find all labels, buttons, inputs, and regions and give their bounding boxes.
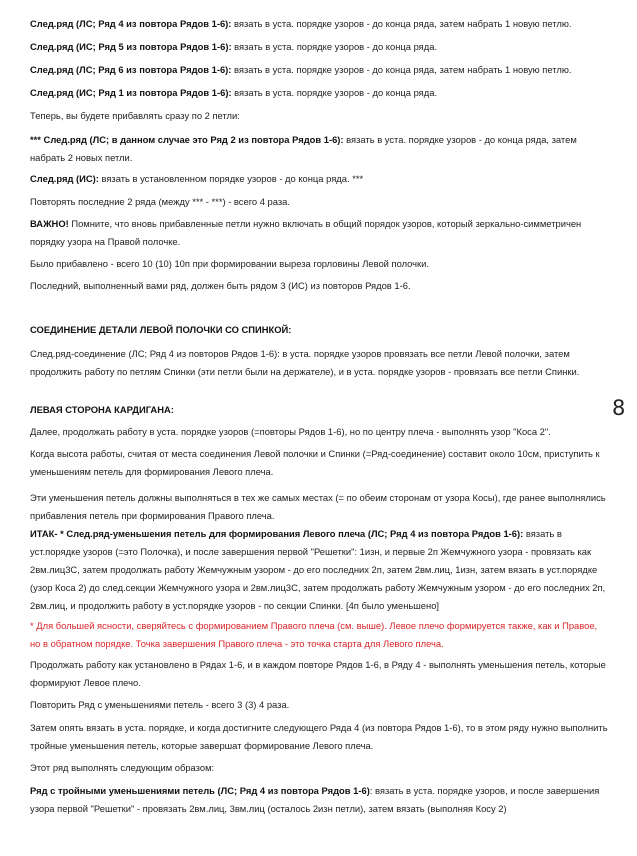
paragraph	[30, 38, 610, 56]
paragraph	[30, 445, 610, 481]
paragraph-text: Повторять последние 2 ряда (между *** - ***) - всего 4 раза.	[30, 196, 290, 207]
paragraph-text: вязать в уста. порядке узоров - до конца ряда, затем набрать 2 новых петли.	[30, 134, 577, 163]
paragraph	[30, 107, 610, 125]
paragraph	[30, 255, 610, 273]
paragraph	[30, 277, 610, 295]
page-number: 8	[612, 396, 626, 420]
paragraph-text: : вязать в уста. порядке узоров, и после завершения узора первой "Решетки" - провязать 2вм.лиц, 3вм.лиц (осталось 2изн петли), затем вязать (выполняя Косу 2)	[30, 785, 600, 814]
paragraph	[30, 423, 610, 441]
paragraph-text: Эти уменьшения петель должны выполняться в тех же самых местах (= по обеим сторонам от узора Косы), где ранее выполнялись прибавления петель при формирования Правого плеча.	[30, 492, 606, 521]
paragraph-bold-lead: ЛЕВАЯ СТОРОНА КАРДИГАНА:	[30, 404, 174, 415]
paragraph-text: Когда высота работы, считая от места соединения Левой полочки и Спинки (=Ряд-соединение) составит около 10см, приступить к уменьшениям петель для формирования Левого плеча.	[30, 448, 600, 477]
paragraph-text: Затем опять вязать в уста. порядке, и когда достигните следующего Ряда 4 (из повтора Рядов 1-6), то в этом ряду нужно выполнить тройные уменьшения петель, которые завершат формирование Левого плеча.	[30, 722, 608, 751]
paragraph	[30, 170, 610, 188]
paragraph-text: След.ряд-соединение (ЛС; Ряд 4 из повторов Рядов 1-6): в уста. порядке узоров провязать все петли Левой полочки, затем продолжить работу по петлям Спинки (эти петли были на держателе), и в уста. порядке узоров - провязать все петли Спинки.	[30, 348, 580, 377]
paragraph-bold-lead: Ряд с тройными уменьшениями петель (ЛС; Ряд 4 из повтора Рядов 1-6)	[30, 785, 370, 796]
paragraph-text: Теперь, вы будете прибавлять сразу по 2 петли:	[30, 110, 240, 121]
paragraph	[30, 345, 610, 381]
paragraph	[30, 696, 610, 714]
paragraph-bold-lead: СОЕДИНЕНИЕ ДЕТАЛИ ЛЕВОЙ ПОЛОЧКИ СО СПИНКОЙ:	[30, 324, 292, 335]
paragraph-text: вязать в установленном порядке узоров - до конца ряда. ***	[98, 173, 364, 184]
paragraph-text: вязать в уста. порядке узоров - до конца ряда, затем набрать 1 новую петлю.	[231, 18, 572, 29]
paragraph-text: вязать в уста. порядке узоров - до конца ряда, затем набрать 1 новую петлю.	[231, 64, 572, 75]
paragraph	[30, 321, 610, 339]
paragraph-bold-lead: След.ряд (ЛС; Ряд 6 из повтора Рядов 1-6):	[30, 64, 232, 75]
paragraph	[30, 489, 610, 525]
paragraph	[30, 656, 610, 692]
paragraph-text: Повторить Ряд с уменьшениями петель - всего 3 (3) 4 раза.	[30, 699, 290, 710]
paragraph	[30, 759, 610, 777]
paragraph-bold-lead: След.ряд (ИС; Ряд 1 из повтора Рядов 1-6):	[30, 87, 232, 98]
paragraph-text: вязать в уста. порядке узоров - до конца ряда.	[231, 41, 438, 52]
paragraph	[30, 782, 610, 818]
paragraph-text: * Для большей ясности, сверяйтесь с формированием Правого плеча (см. выше). Левое плечо формируется также, как и Правое, но в обратном порядке. Точка завершения Правого плеча - это точка старта для Левого плеча.	[30, 620, 598, 649]
paragraph	[30, 525, 610, 615]
paragraph-bold-lead: ВАЖНО!	[30, 218, 69, 229]
paragraph-bold-lead: След.ряд (ЛС; Ряд 4 из повтора Рядов 1-6):	[30, 18, 232, 29]
paragraph-text: Далее, продолжать работу в уста. порядке узоров (=повторы Рядов 1-6), но по центру плеча - выполнять узор "Коса 2".	[30, 426, 551, 437]
paragraph	[30, 617, 610, 653]
paragraph-text: Продолжать работу как установлено в Рядах 1-6, и в каждом повторе Рядов 1-6, в Ряду 4 - выполнять уменьшения петель, которые формируют Левое плечо.	[30, 659, 606, 688]
paragraph-text: Помните, что вновь прибавленные петли нужно включать в общий порядок узоров, который зеркально-симметричен порядку узора на Правой полочке.	[30, 218, 582, 247]
paragraph	[30, 193, 610, 211]
paragraph-text: вязать в уст.порядке узоров (=это Полочка), и после завершения первой "Решетки": 1изн, и первые 2п Жемчужного узора - провязать как 2вм.лиц3С, затем продолжать работу Жемчужным узором - до его последних 2п, затем 2вм.лиц, 1изн, затем вязать в уст.порядке (узор Коса 2) до след.секции Жемчужного узора и 2вм.лиц3С, затем продолжать работу Жемчужным узором - до его последних 2п, 2вм.лиц, и продолжить работу в уст.порядке узоров - по секции Спинки. [4п было уменьшено]	[30, 528, 606, 611]
paragraph-text: Этот ряд выполнять следующим образом:	[30, 762, 215, 773]
paragraph	[30, 61, 610, 79]
paragraph	[30, 131, 610, 167]
paragraph	[30, 15, 610, 33]
paragraph-bold-lead: *** След.ряд (ЛС; в данном случае это Ряд 2 из повтора Рядов 1-6):	[30, 134, 344, 145]
paragraph-bold-lead: След.ряд (ИС; Ряд 5 из повтора Рядов 1-6):	[30, 41, 232, 52]
paragraph	[30, 719, 610, 755]
paragraph	[30, 401, 610, 419]
paragraph	[30, 215, 610, 251]
paragraph-text: Было прибавлено - всего 10 (10) 10п при формировании выреза горловины Левой полочки.	[30, 258, 430, 269]
paragraph-bold-lead: ИТАК- * След.ряд-уменьшения петель для формирования Левого плеча (ЛС; Ряд 4 из повтора Рядов 1-6):	[30, 528, 524, 539]
paragraph-text: Последний, выполненный вами ряд, должен быть рядом 3 (ИС) из повторов Рядов 1-6.	[30, 280, 411, 291]
paragraph-bold-lead: След.ряд (ИС):	[30, 173, 99, 184]
paragraph-text: вязать в уста. порядке узоров - до конца ряда.	[231, 87, 438, 98]
paragraph	[30, 84, 610, 102]
